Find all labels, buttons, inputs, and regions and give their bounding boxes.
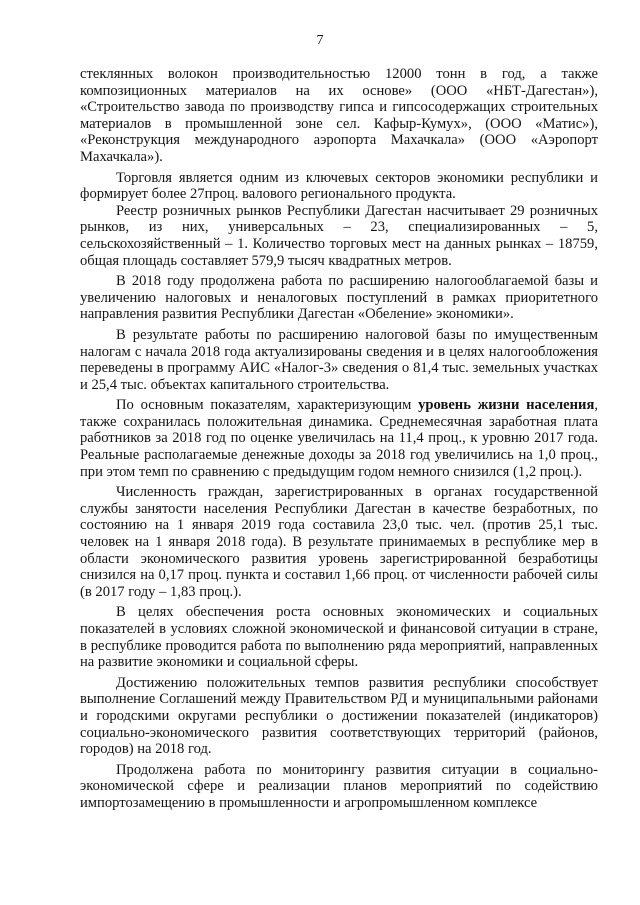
body-text	[80, 66, 598, 812]
paragraph-tax-base: В 2018 году продолжена работа по расширению налогооблагаемой базы и увеличению налоговых и неналоговых поступлений в рамках приоритетного направления развития Республики Дагестан «Обеление» экономики».	[80, 273, 598, 323]
paragraph-economic-measures: В целях обеспечения роста основных экономических и социальных показателей в условиях сложной экономической и финансовой ситуации в стране, в республике проводится работа по выполнению ряда мероприятий, направленных на развитие экономики и социальной сферы.	[80, 604, 598, 671]
paragraph-trade: Торговля является одним из ключевых секторов экономики республики и формирует более 27проц. валового регионального продукта.	[80, 169, 598, 203]
page-number: 7	[316, 33, 324, 48]
living-standard-text-before: По основным показателям, характеризующим	[116, 397, 419, 414]
paragraph-continuation: стеклянных волокон производительностью 12000 тонн в год, а также композиционных материалов на их основе» (ООО «НБТ-Дагестан»), «Строительство завода по производству гипса и гипсосодержащих строительных материалов в промышленной зоне сел. Кафыр-Кумух», (ООО «Матис»), «Реконструкция международного аэропорта Махачкала» (ООО «Аэропорт Махачкала»).	[80, 66, 598, 165]
paragraph-unemployment: Численность граждан, зарегистрированных в органах государственной службы занятости населения Республики Дагестан в качестве безработных, по состоянию на 1 января 2019 года составила 23,0 тыс. чел. (против 25,1 тыс. человек на 1 января 2018 года). В результате принимаемых в республике мер в области экономического развития уровень зарегистрированной безработицы снизился на 0,17 проц. пункта и составил 1,66 проц. от численности рабочей силы (в 2017 году – 1,83 проц.).	[80, 484, 598, 600]
living-standard-highlight: уровень жизни населения	[418, 397, 595, 414]
paragraph-markets: Реестр розничных рынков Республики Дагестан насчитывает 29 розничных рынков, из них, универсальных – 23, специализированных – 5, сельскохозяйственный – 1. Количество торговых мест на данных рынках – 18759, общая площадь составляет 579,9 тысяч квадратных метров.	[80, 202, 598, 269]
paragraph-monitoring: Продолжена работа по мониторингу развития ситуации в социально-экономической сфере и реализации планов мероприятий по содействию импортозамещению в промышленности и агропромышленном комплексе	[80, 761, 598, 811]
paragraph-agreements: Достижению положительных темпов развития республики способствует выполнение Соглашений между Правительством РД и муниципальными районами и городскими округами республики о достижении показателей (индикаторов) социально-экономического развития соответствующих территорий (районов, городов) на 2018 год.	[80, 674, 598, 758]
paragraph-living-standard	[80, 397, 598, 480]
living-standard-text-after: , также сохранилась положительная динамика. Среднемесячная заработная плата работников за 2018 год по оценке увеличилась на 11,4 проц., к уровню 2017 года. Реальные располагаемые денежные доходы за 2018 год увеличились на 1,0 проц., при этом темп по сравнению с предыдущим годом немного снизился (1,2 проц.).	[80, 397, 598, 480]
paragraph-property-tax: В результате работы по расширению налоговой базы по имущественным налогам с начала 2018 года актуализированы сведения и в целях налогообложения переведены в программу АИС «Налог-3» сведения о 81,4 тыс. земельных участках и 25,4 тыс. объектах капитального строительства.	[80, 326, 598, 393]
